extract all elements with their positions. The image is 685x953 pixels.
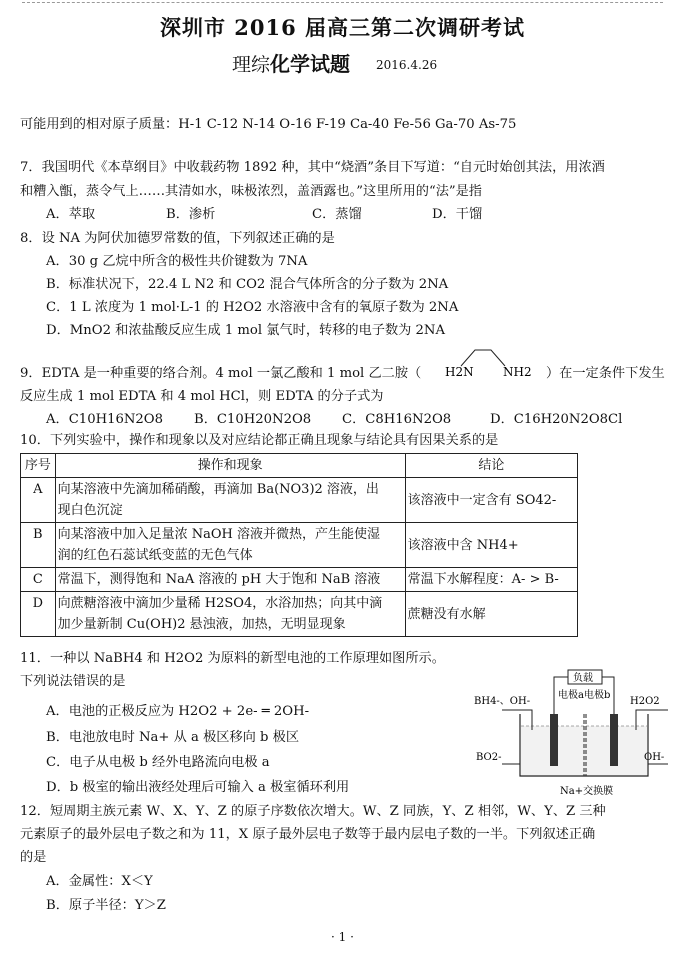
q8-option-a: A．30 g 乙烷中所含的极性共价键数为 7NA — [46, 254, 308, 269]
q7-option-d: D．干馏 — [432, 207, 483, 222]
row-id: B — [21, 523, 56, 568]
op-line1: 常温下，测得饱和 NaA 溶液的 pH 大于饱和 NaB 溶液 — [57, 572, 381, 587]
table-header-row — [21, 454, 578, 478]
load-label: 负载 — [573, 673, 593, 684]
membrane-label: Na+交换膜 — [560, 786, 614, 797]
page-subtitle — [232, 48, 437, 77]
q7-option-b: B．渗析 — [166, 207, 216, 222]
q7-option-a: A．萃取 — [46, 207, 96, 222]
q12-line3: 的是 — [20, 850, 47, 865]
inlet-right-label: H2O2 — [630, 696, 660, 707]
electrode-b-label: 电极b — [584, 690, 611, 701]
row-id: A — [21, 478, 56, 523]
atomic-masses: 可能用到的相对原子质量：H-1 C-12 N-14 O-16 F-19 Ca-40 Fe-56 Ga-70 As-75 — [20, 117, 517, 132]
row-id: D — [21, 592, 56, 637]
page-number: · 1 · — [331, 930, 354, 944]
q11-prompt: 下列说法错误的是 — [20, 674, 126, 689]
op-line2: 现白色沉淀 — [57, 503, 123, 518]
row-id: C — [21, 568, 56, 592]
q12-option-a: A．金属性：X＜Y — [46, 874, 153, 889]
page-title: 深圳市 2016 届高三第二次调研考试 — [159, 15, 526, 40]
inlet-left-label: BH4-、OH- — [474, 696, 531, 707]
q11-stem: 11．一种以 NaBH4 和 H2O2 为原料的新型电池的工作原理如图所示。 — [20, 651, 445, 666]
battery-diagram — [472, 668, 672, 803]
q11-option-d: D．b 极室的输出液经处理后可输入 a 极室循环利用 — [46, 780, 350, 795]
q12-line2: 元素原子的最外层电子数之和为 11，X 原子最外层电子数等于最内层电子数的一半。下列叙述正确 — [20, 827, 596, 842]
q8-option-d: D．MnO2 和浓盐酸反应生成 1 mol 氯气时，转移的电子数为 2NA — [46, 323, 445, 338]
table-row — [21, 523, 578, 568]
electrode-a-label: 电极a — [558, 690, 584, 701]
q11-option-c: C．电子从电极 b 经外电路流向电极 a — [46, 755, 270, 770]
carbon-chain — [461, 350, 505, 366]
row-conclusion: 该溶液中含 NH4+ — [405, 523, 577, 568]
table-row — [21, 568, 578, 592]
q11-option-a: A．电池的正极反应为 H2O2 + 2e- ═ 2OH- — [46, 704, 310, 719]
op-line1: 向某溶液中先滴加稀硝酸，再滴加 Ba(NO3)2 溶液，出 — [57, 482, 379, 497]
row-operation — [55, 523, 405, 568]
q9-option-b: B．C10H20N2O8 — [194, 412, 312, 427]
row-conclusion: 常温下水解程度：A- > B- — [405, 568, 577, 592]
table-row — [21, 478, 578, 523]
row-conclusion: 蔗糖没有水解 — [405, 592, 577, 637]
header-conclusion: 结论 — [405, 454, 577, 478]
q8-stem: 8．设 NA 为阿伏加德罗常数的值，下列叙述正确的是 — [20, 231, 335, 246]
outlet-left-label: BO2- — [476, 752, 502, 763]
q12-option-b: B．原子半径：Y＞Z — [46, 898, 166, 913]
row-operation — [55, 592, 405, 637]
outlet-right-label: OH- — [644, 752, 665, 763]
row-operation — [55, 568, 405, 592]
q9-line1a: 9．EDTA 是一种重要的络合剂。4 mol 一氯乙酸和 1 mol 乙二胺（ — [20, 366, 422, 381]
ethylenediamine-structure — [441, 344, 549, 384]
q9-option-d: D．C16H20N2O8Cl — [490, 412, 623, 427]
q9-option-c: C．C8H16N2O8 — [342, 412, 452, 427]
q9-option-a: A．C10H16N2O8 — [46, 412, 163, 427]
electrode-b — [610, 714, 618, 766]
q7-line1: 7．我国明代《本草纲目》中收载药物 1892 种，其中“烧酒”条目下写道：“自元时始创其法，用浓酒 — [20, 160, 605, 175]
q8-option-c: C．1 L 浓度为 1 mol·L-1 的 H2O2 水溶液中含有的氧原子数为 2NA — [46, 300, 459, 315]
q9-line2: 反应生成 1 mol EDTA 和 4 mol HCl，则 EDTA 的分子式为 — [20, 389, 384, 404]
table-row — [21, 592, 578, 637]
experiment-table — [20, 453, 578, 637]
row-operation — [55, 478, 405, 523]
top-divider — [22, 2, 663, 3]
op-line2: 加少量新制 Cu(OH)2 悬浊液，加热，无明显现象 — [57, 617, 346, 632]
q7-line2: 和糟入甑，蒸令气上……其清如水，味极浓烈，盖酒露也。”这里所用的“法”是指 — [20, 184, 482, 199]
electrode-a — [550, 714, 558, 766]
op-line2: 润的红色石蕊试纸变蓝的无色气体 — [57, 548, 253, 563]
exam-date: 2016.4.26 — [376, 58, 438, 72]
subtitle-bold: 化学试题 — [270, 52, 351, 76]
struct-right-group: NH2 — [503, 365, 532, 379]
q8-option-b: B．标准状况下，22.4 L N2 和 CO2 混合气体所含的分子数为 2NA — [46, 277, 449, 292]
struct-left-group: H2N — [445, 365, 474, 379]
header-id: 序号 — [21, 454, 56, 478]
header-operation: 操作和现象 — [55, 454, 405, 478]
row-conclusion: 该溶液中一定含有 SO42- — [405, 478, 577, 523]
q12-line1: 12．短周期主族元素 W、X、Y、Z 的原子序数依次增大。W、Z 同族，Y、Z 相邻，W、Y、Z 三种 — [20, 804, 606, 819]
q11-option-b: B．电池放电时 Na+ 从 a 极区移向 b 极区 — [46, 730, 300, 745]
q7-option-c: C．蒸馏 — [312, 207, 362, 222]
op-line1: 向某溶液中加入足量浓 NaOH 溶液并微热，产生能使湿 — [57, 527, 381, 542]
q10-stem: 10．下列实验中，操作和现象以及对应结论都正确且现象与结论具有因果关系的是 — [20, 433, 499, 448]
op-line1: 向蔗糖溶液中滴加少量稀 H2SO4，水浴加热；向其中滴 — [57, 596, 383, 611]
q9-line1b: ）在一定条件下发生 — [546, 366, 665, 381]
subtitle-prefix: 理综 — [232, 54, 271, 76]
